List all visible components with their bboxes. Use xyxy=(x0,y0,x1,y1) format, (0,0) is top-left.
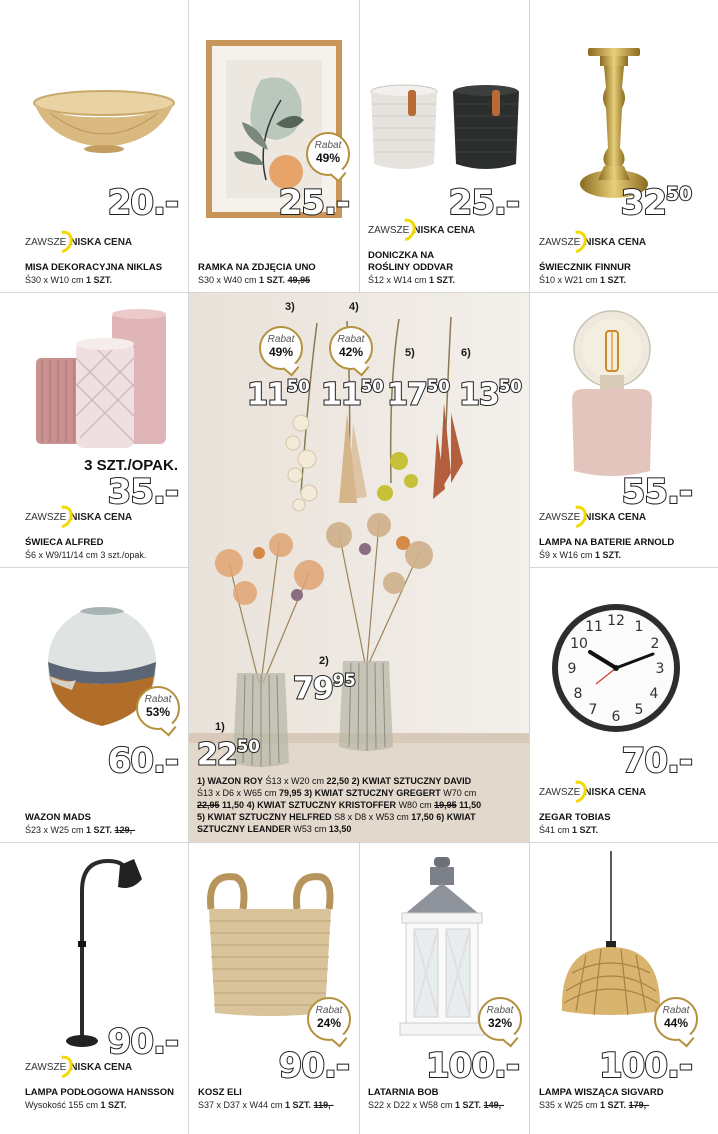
price-main: 13 xyxy=(459,377,499,413)
rabat-label: Rabat xyxy=(315,1005,343,1016)
flower-4-number: 4) xyxy=(349,301,359,313)
desc-text: Ś13 x D6 x W65 cm xyxy=(197,788,280,798)
product-name: RAMKA NA ZDJĘCIA UNO xyxy=(198,262,316,273)
product-lampa-hansson[interactable] xyxy=(0,843,188,1134)
product-doniczka[interactable] xyxy=(360,0,529,292)
count-text: 1 SZT. xyxy=(595,550,622,560)
product-name xyxy=(368,250,453,274)
price-flower-3 xyxy=(247,377,310,413)
product-dims xyxy=(25,275,112,285)
product-lampa-arnold[interactable] xyxy=(530,293,718,567)
rabat-label: Rabat xyxy=(144,694,172,705)
price xyxy=(278,183,349,223)
price-cents: 50 xyxy=(665,184,692,205)
dims-text: S35 x W25 cm xyxy=(539,1100,598,1110)
desc-text: Ś13 x W20 cm xyxy=(263,776,327,786)
battery-lamp-image xyxy=(570,309,654,479)
dims-text: Ś23 x W25 cm xyxy=(25,825,84,835)
zawsze-text: ZAWSZE xyxy=(539,237,581,248)
price-cents: 50 xyxy=(498,377,522,396)
basket-image xyxy=(205,869,335,1019)
old-price: 129,- xyxy=(114,825,136,835)
desc-text: 6) KWIAT xyxy=(433,812,476,822)
rabat-label: Rabat xyxy=(662,1005,690,1016)
product-name: LAMPA PODŁOGOWA HANSSON xyxy=(25,1087,175,1098)
center-description xyxy=(197,775,523,835)
price-main: 22 xyxy=(197,737,237,773)
product-dims: Ś6 x W9/11/14 cm 3 szt./opak. xyxy=(25,550,147,560)
rabat-label: Rabat xyxy=(267,334,295,345)
discount-value: 42% xyxy=(338,345,364,359)
niska-cena-text: NISKA CENA xyxy=(584,512,647,523)
discount-value: 44% xyxy=(663,1016,689,1030)
zawsze-text: ZAWSZE xyxy=(368,225,410,236)
count-text: 1 SZT. xyxy=(600,1100,627,1110)
product-swiecznik[interactable] xyxy=(530,0,718,292)
price-main: 60.- xyxy=(107,741,178,781)
dims-text: Wysokość 155 cm xyxy=(25,1100,98,1110)
price-main: 35.- xyxy=(107,472,178,512)
count-text: 1 SZT. xyxy=(86,275,113,285)
product-dims xyxy=(539,1100,649,1110)
desc-text: 2) KWIAT SZTUCZNY DAVID xyxy=(349,776,472,786)
svg-text:7: 7 xyxy=(588,702,598,718)
svg-text:1: 1 xyxy=(634,619,644,635)
price-cents: 50 xyxy=(286,377,310,396)
price xyxy=(599,1046,692,1086)
zawsze-niska-cena-badge xyxy=(539,505,646,529)
svg-text:8: 8 xyxy=(573,686,583,702)
price xyxy=(621,472,692,512)
price-cents: 50 xyxy=(360,377,384,396)
dims-text: Ś41 cm xyxy=(539,825,570,835)
price xyxy=(107,741,178,781)
clock-image xyxy=(550,602,682,734)
old-price: 119,- xyxy=(313,1100,334,1110)
count-text: 1 SZT. xyxy=(285,1100,312,1110)
price-flower-5 xyxy=(387,377,450,413)
svg-text:4: 4 xyxy=(649,686,659,702)
rabat-label: Rabat xyxy=(337,334,365,345)
product-dims xyxy=(539,550,621,560)
svg-text:11: 11 xyxy=(585,619,603,635)
discount-badge xyxy=(478,997,522,1041)
count-text: 1 SZT. xyxy=(600,275,627,285)
product-ramka[interactable] xyxy=(189,0,359,292)
name-line2: ROŚLINY ODDVAR xyxy=(368,262,454,273)
niska-cena-text: NISKA CENA xyxy=(584,237,647,248)
price xyxy=(621,741,692,781)
niska-cena-text: NISKA CENA xyxy=(413,225,476,236)
product-name: WAZON MADS xyxy=(25,812,91,823)
price xyxy=(278,1046,349,1086)
price-flower-6 xyxy=(459,377,522,413)
niska-cena-text: NISKA CENA xyxy=(70,1062,133,1073)
product-dims xyxy=(368,1100,504,1110)
price-vase-1 xyxy=(197,737,260,773)
flower-6-number: 6) xyxy=(461,347,471,359)
rabat-label: Rabat xyxy=(486,1005,514,1016)
desc-text: 13,50 xyxy=(328,824,352,834)
svg-text:5: 5 xyxy=(634,702,644,718)
desc-text: 11,50 xyxy=(456,800,482,810)
product-name: ŚWIECA ALFRED xyxy=(25,537,104,548)
price-main: 25.- xyxy=(448,183,519,223)
discount-value: 53% xyxy=(145,705,171,719)
desc-text: 22,50 xyxy=(326,776,350,786)
zawsze-text: ZAWSZE xyxy=(25,1062,67,1073)
vase-2-number: 2) xyxy=(319,655,329,667)
discount-badge-flower-4 xyxy=(329,326,373,370)
dims-text: Ś9 x W16 cm xyxy=(539,550,593,560)
zawsze-text: ZAWSZE xyxy=(539,512,581,523)
old-price: 179,- xyxy=(628,1100,650,1110)
product-wazon-mads[interactable] xyxy=(0,568,188,842)
price-main: 79 xyxy=(293,671,333,707)
discount-value: 24% xyxy=(316,1016,342,1030)
price-main: 70.- xyxy=(621,741,692,781)
price-main: 90.- xyxy=(278,1046,349,1086)
desc-text: 4) KWIAT SZTUCZNY KRISTOFFER xyxy=(244,800,397,810)
flower-3-number: 3) xyxy=(285,301,295,313)
product-latarnia[interactable] xyxy=(360,843,529,1134)
center-photo-panel xyxy=(189,293,529,842)
product-name: ZEGAR TOBIAS xyxy=(539,812,611,823)
price xyxy=(448,183,519,223)
desc-text: 3) KWIAT SZTUCZNY GREGERT xyxy=(301,788,441,798)
product-dims xyxy=(539,275,626,285)
price-main: 11 xyxy=(247,377,287,413)
discount-badge xyxy=(654,997,698,1041)
count-text: 1 SZT. xyxy=(429,275,456,285)
name-line1: DONICZKA NA xyxy=(368,250,435,261)
zawsze-text: ZAWSZE xyxy=(25,512,67,523)
zawsze-niska-cena-badge xyxy=(539,230,646,254)
zawsze-niska-cena-badge xyxy=(25,1055,132,1079)
product-dims xyxy=(368,275,455,285)
discount-badge-flower-3 xyxy=(259,326,303,370)
desc-text: W70 cm xyxy=(440,788,477,798)
product-swieca[interactable] xyxy=(0,293,188,567)
product-kosz[interactable] xyxy=(189,843,359,1134)
desc-old-price: 19,95 xyxy=(434,800,457,810)
price-main: 100.- xyxy=(426,1046,519,1086)
desc-text: W80 cm xyxy=(396,800,435,810)
niska-cena-text: NISKA CENA xyxy=(70,512,133,523)
product-dims xyxy=(25,1100,126,1110)
price-main: 25.- xyxy=(278,183,349,223)
count-text: 1 SZT. xyxy=(455,1100,482,1110)
candles-image xyxy=(34,308,170,448)
price xyxy=(107,183,178,223)
product-misa[interactable] xyxy=(0,0,188,292)
svg-text:3: 3 xyxy=(655,661,665,677)
discount-badge xyxy=(136,686,180,730)
product-name: KOSZ ELI xyxy=(198,1087,242,1098)
old-price: 49,95 xyxy=(287,275,311,285)
pack-label: 3 SZT./OPAK. xyxy=(84,457,178,474)
discount-value: 32% xyxy=(487,1016,513,1030)
price xyxy=(426,1046,519,1086)
product-dims xyxy=(198,1100,334,1110)
price-cents: 50 xyxy=(236,737,260,756)
desc-text: 17,50 xyxy=(411,812,434,822)
dims-text: S30 x W40 cm xyxy=(198,275,257,285)
price-cents: 50 xyxy=(426,377,450,396)
price-flower-4 xyxy=(321,377,384,413)
old-price: 149,- xyxy=(483,1100,505,1110)
price xyxy=(620,183,692,224)
product-name: MISA DEKORACYJNA NIKLAS xyxy=(25,262,163,273)
desc-text: SZTUCZNY LEANDER xyxy=(197,824,291,834)
product-name: LAMPA NA BATERIE ARNOLD xyxy=(539,537,675,548)
count-text: 1 SZT. xyxy=(572,825,599,835)
zawsze-niska-cena-badge xyxy=(25,505,132,529)
product-zegar[interactable] xyxy=(530,568,718,842)
discount-badge xyxy=(306,132,350,176)
svg-text:6: 6 xyxy=(611,709,621,725)
count-text: 1 SZT. xyxy=(100,1100,127,1110)
price-main: 17 xyxy=(387,377,427,413)
product-name: ŚWIECZNIK FINNUR xyxy=(539,262,631,273)
zawsze-text: ZAWSZE xyxy=(539,787,581,798)
price-main: 90.- xyxy=(107,1022,178,1062)
dims-text: Ś30 x W10 cm xyxy=(25,275,84,285)
dims-text: S37 x D37 x W44 cm xyxy=(198,1100,283,1110)
discount-badge xyxy=(307,997,351,1041)
price xyxy=(107,1022,178,1062)
niska-cena-text: NISKA CENA xyxy=(584,787,647,798)
lantern-image xyxy=(396,857,488,1041)
price-vase-2 xyxy=(293,671,356,707)
pendant-lamp-image xyxy=(556,851,666,1031)
dims-text: Ś10 x W21 cm xyxy=(539,275,598,285)
desc-text: 79,95 xyxy=(279,788,302,798)
price-main: 100.- xyxy=(599,1046,692,1086)
candlestick-image xyxy=(578,48,650,204)
zawsze-niska-cena-badge xyxy=(368,218,475,242)
product-dims xyxy=(539,825,598,835)
floor-lamp-image xyxy=(64,851,144,1051)
price-cents: 95 xyxy=(332,671,356,690)
price-main: 55.- xyxy=(621,472,692,512)
product-dims xyxy=(198,275,310,285)
zawsze-niska-cena-badge xyxy=(539,780,646,804)
bowl-image xyxy=(30,85,178,155)
product-lampa-sigvard[interactable] xyxy=(530,843,718,1134)
desc-text: 11,50 xyxy=(219,800,245,810)
dims-text: S22 x D22 x W58 cm xyxy=(368,1100,453,1110)
zawsze-niska-cena-badge xyxy=(25,230,132,254)
price-main: 32 xyxy=(620,183,666,224)
product-name: LAMPA WISZĄCA SIGVARD xyxy=(539,1087,664,1098)
discount-value: 49% xyxy=(315,151,341,165)
desc-text: 1) WAZON ROY xyxy=(197,776,264,786)
product-name: LATARNIA BOB xyxy=(368,1087,439,1098)
rabat-label: Rabat xyxy=(314,140,342,151)
discount-value: 49% xyxy=(268,345,294,359)
price-main: 20.- xyxy=(107,183,178,223)
niska-cena-text: NISKA CENA xyxy=(70,237,133,248)
desc-text: S8 x D8 x W53 cm xyxy=(331,812,412,822)
product-dims xyxy=(25,825,135,835)
svg-text:9: 9 xyxy=(567,661,577,677)
pots-image xyxy=(368,82,524,176)
svg-text:10: 10 xyxy=(570,636,588,652)
count-text: 1 SZT. xyxy=(259,275,286,285)
svg-text:12: 12 xyxy=(607,613,625,629)
dims-text: Ś12 x W14 cm xyxy=(368,275,427,285)
desc-text: W53 cm xyxy=(290,824,329,834)
price-main: 11 xyxy=(321,377,361,413)
vase-1-number: 1) xyxy=(215,721,225,733)
count-text: 1 SZT. xyxy=(86,825,113,835)
desc-old-price: 22,95 xyxy=(197,800,220,810)
svg-text:2: 2 xyxy=(650,636,660,652)
zawsze-text: ZAWSZE xyxy=(25,237,67,248)
price xyxy=(107,472,178,512)
flower-5-number: 5) xyxy=(405,347,415,359)
desc-text: 5) KWIAT SZTUCZNY HELFRED xyxy=(197,812,332,822)
